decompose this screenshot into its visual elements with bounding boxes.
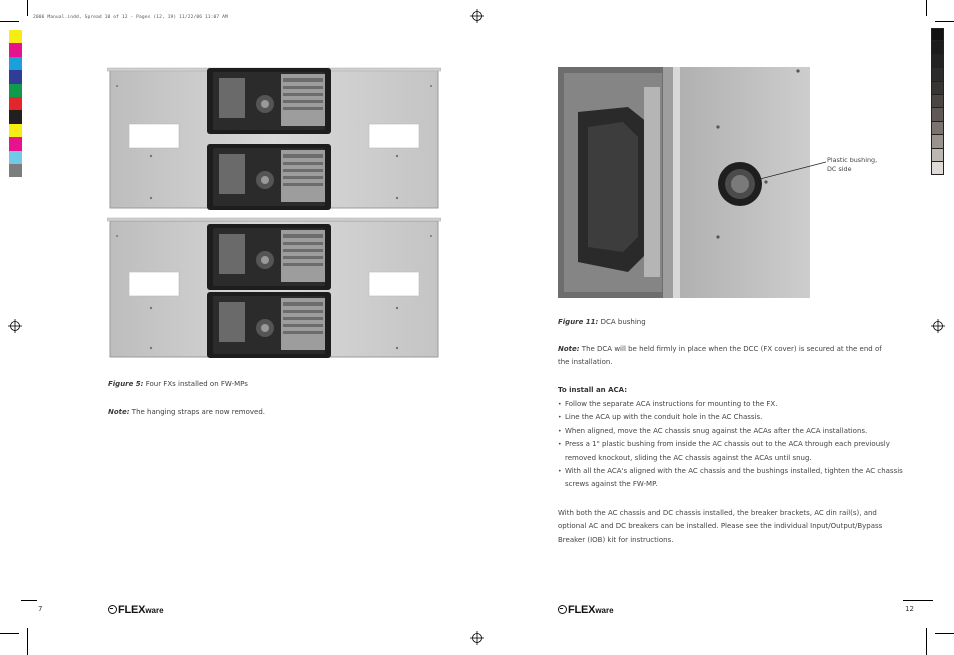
callout-leader-line bbox=[760, 160, 828, 184]
registration-mark-icon bbox=[470, 9, 484, 23]
install-step: • Line the ACA up with the conduit hole in the AC Chassis. bbox=[558, 411, 903, 424]
gray-swatch bbox=[931, 162, 944, 175]
gray-swatch bbox=[931, 68, 944, 81]
page-number-right: 12 bbox=[905, 605, 914, 613]
gray-step-bar bbox=[931, 28, 944, 175]
color-swatch bbox=[9, 84, 22, 97]
callout-line-1: Plastic bushing, bbox=[827, 156, 878, 164]
note-text-line-2: the installation. bbox=[558, 358, 613, 367]
outback-logo-icon bbox=[558, 605, 567, 614]
color-swatch bbox=[9, 110, 22, 123]
paragraph-line: With both the AC chassis and DC chassis installed, the breaker brackets, AC din rail(s), and bbox=[558, 509, 877, 517]
paragraph-line: optional AC and DC breakers can be installed. Please see the individual Input/Output/Bypass bbox=[558, 522, 883, 531]
flexware-logo: FLEXware bbox=[108, 600, 164, 618]
color-swatch bbox=[9, 124, 22, 137]
gray-swatch bbox=[931, 122, 944, 135]
color-swatch bbox=[9, 97, 22, 110]
note-label: Note: bbox=[108, 408, 130, 416]
gray-swatch bbox=[931, 108, 944, 121]
color-swatch bbox=[9, 137, 22, 150]
color-swatch bbox=[9, 164, 22, 177]
install-step: • Press a 1" plastic bushing from inside the AC chassis out to the ACA through each previously removed knockout, sliding the AC chassis against the ACAs until snug. bbox=[558, 438, 903, 465]
callout-line-2: DC side bbox=[827, 165, 852, 173]
gray-swatch bbox=[931, 82, 944, 95]
install-step: • With all the ACA's aligned with the AC chassis and the bushings installed, tighten the AC chassis screws against the FW-MP. bbox=[558, 465, 903, 492]
figure-11-caption bbox=[558, 318, 646, 326]
color-swatch bbox=[9, 30, 22, 43]
closing-paragraph bbox=[558, 507, 882, 547]
slug-line: 2006 Manual.indd, Spread 10 of 12 - Pages (12, 19) 11/22/06 11:07 AM bbox=[33, 15, 228, 20]
note-label: Note: bbox=[558, 345, 580, 353]
registration-mark-icon bbox=[931, 319, 945, 333]
section-heading: To install an ACA: bbox=[558, 386, 627, 394]
gray-swatch bbox=[931, 135, 944, 148]
figure-label: Figure 11: bbox=[558, 318, 599, 326]
fw-mp-four-fx-photo bbox=[107, 66, 441, 359]
note-line bbox=[108, 408, 265, 416]
gray-swatch bbox=[931, 41, 944, 54]
page-number-left: 7 bbox=[38, 605, 43, 613]
install-step: • When aligned, move the AC chassis snug against the ACAs after the ACA installations. bbox=[558, 425, 903, 438]
install-steps-list bbox=[558, 398, 903, 492]
color-swatch-bar bbox=[9, 30, 22, 177]
figure-label: Figure 5: bbox=[108, 380, 144, 388]
note-text-line-1: The DCA will be held firmly in place when the DCC (FX cover) is secured at the end of bbox=[579, 345, 882, 353]
figure-caption-text: DCA bushing bbox=[598, 318, 646, 326]
dca-note bbox=[558, 343, 882, 370]
gray-swatch bbox=[931, 55, 944, 68]
gray-swatch bbox=[931, 28, 944, 41]
gray-swatch bbox=[931, 95, 944, 108]
install-step: • Follow the separate ACA instructions for mounting to the FX. bbox=[558, 398, 903, 411]
note-text: The hanging straps are now removed. bbox=[129, 408, 266, 416]
figure-caption-text: Four FXs installed on FW-MPs bbox=[143, 380, 248, 388]
color-swatch bbox=[9, 57, 22, 70]
color-swatch bbox=[9, 43, 22, 56]
registration-mark-icon bbox=[8, 319, 22, 333]
color-swatch bbox=[9, 70, 22, 83]
paragraph-line: Breaker (IOB) kit for instructions. bbox=[558, 535, 674, 544]
figure-5-caption bbox=[108, 380, 248, 388]
flexware-logo: FLEXware bbox=[558, 600, 614, 618]
color-swatch bbox=[9, 151, 22, 164]
gray-swatch bbox=[931, 149, 944, 162]
registration-mark-icon bbox=[470, 631, 484, 645]
outback-logo-icon bbox=[108, 605, 117, 614]
callout-label bbox=[827, 156, 877, 174]
